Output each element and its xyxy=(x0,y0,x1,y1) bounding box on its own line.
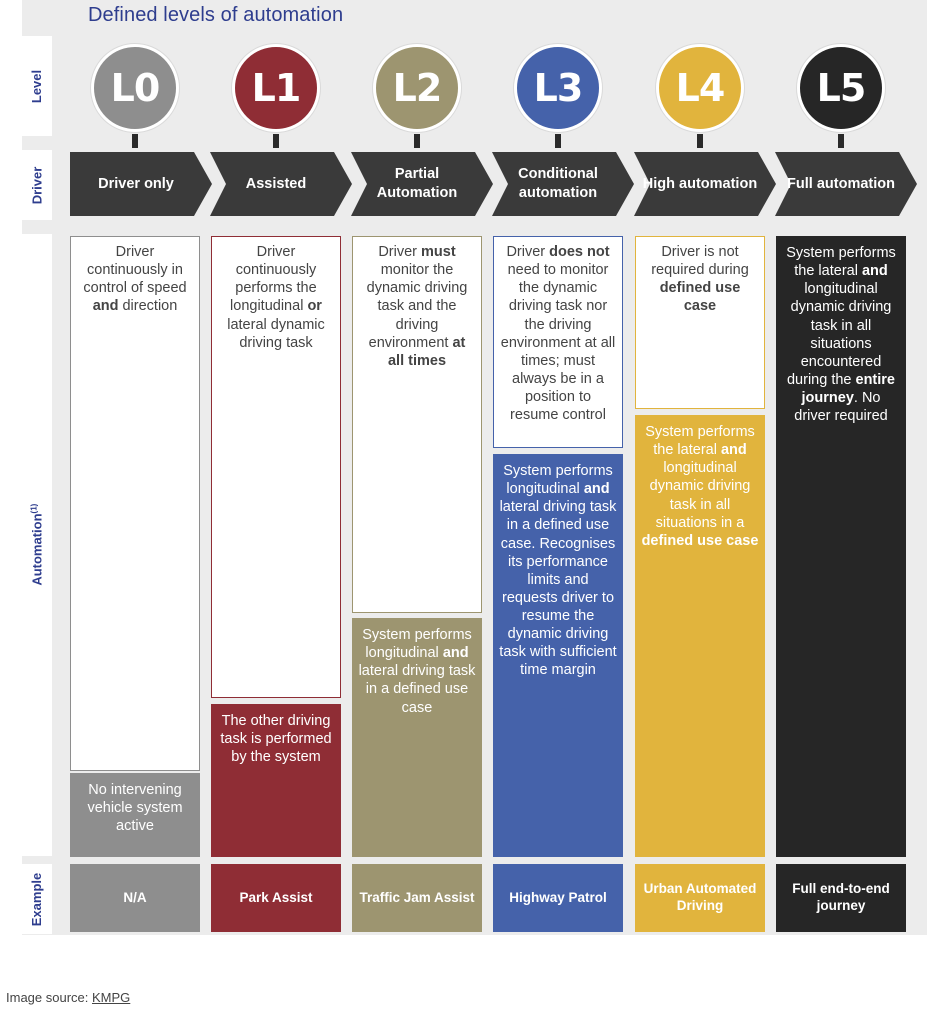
system-responsibility-text: System performs longitudinal and lateral driving task in a defined use case xyxy=(358,627,476,716)
system-responsibility-text: System performs the lateral and longitudinal dynamic driving task in all situations in a defined use case xyxy=(641,424,759,549)
level-connector-l3 xyxy=(555,134,561,148)
level-connector-l2 xyxy=(414,134,420,148)
driver-responsibility-l0 xyxy=(70,236,200,771)
system-responsibility-text: No intervening vehicle system active xyxy=(87,782,183,835)
system-responsibility-l3 xyxy=(493,454,623,857)
row-label-automation xyxy=(22,234,52,856)
image-source-caption xyxy=(6,990,130,1005)
row-label-level-text: Level xyxy=(29,69,45,103)
system-responsibility-emphasis: and xyxy=(583,481,610,498)
system-responsibility-emphasis: and xyxy=(442,645,469,662)
driver-role-chevron-l3 xyxy=(492,152,634,216)
driver-responsibility-emphasis: or xyxy=(307,298,322,315)
driver-responsibility-l3 xyxy=(493,236,623,448)
system-responsibility-emphasis: and xyxy=(861,263,888,280)
driver-responsibility-l2 xyxy=(352,236,482,613)
row-label-example xyxy=(22,864,52,934)
level-badge-l3: L3 xyxy=(514,44,602,132)
level-badge-l0: L0 xyxy=(91,44,179,132)
driver-responsibility-emphasis: and xyxy=(92,298,119,315)
system-responsibility-emphasis: and xyxy=(720,442,747,459)
driver-responsibility-l4 xyxy=(635,236,765,409)
driver-responsibility-text: Driver must monitor the dynamic driving task and the driving environment at all times xyxy=(366,244,468,369)
row-label-driver-text: Driver xyxy=(29,166,45,204)
driver-responsibility-emphasis: defined use case xyxy=(659,280,741,315)
level-badge-l1: L1 xyxy=(232,44,320,132)
driver-role-label: Assisted xyxy=(245,175,307,192)
driver-role-chevron-l5 xyxy=(775,152,917,216)
driver-role-label: High automation xyxy=(642,175,758,192)
driver-role-chevron-l2 xyxy=(351,152,493,216)
level-connector-l5 xyxy=(838,134,844,148)
driver-role-label: Conditional automation xyxy=(518,166,598,201)
level-connector-l0 xyxy=(132,134,138,148)
row-label-automation-text xyxy=(29,504,44,586)
row-label-driver xyxy=(22,150,52,220)
driver-role-label: Full automation xyxy=(787,175,895,192)
level-badge-l2: L2 xyxy=(373,44,461,132)
system-responsibility-text: The other driving task is performed by the system xyxy=(220,713,332,766)
system-responsibility-l5 xyxy=(776,236,906,857)
driver-role-chevron-l0 xyxy=(70,152,212,216)
level-connector-l4 xyxy=(697,134,703,148)
driver-responsibility-emphasis: at all times xyxy=(387,334,466,369)
example-l1: Park Assist xyxy=(211,864,341,932)
driver-role-chevron-l1 xyxy=(210,152,352,216)
driver-responsibility-text: Driver continuously in control of speed and direction xyxy=(83,244,187,315)
source-prefix: Image source: xyxy=(6,990,92,1005)
example-l5: Full end-to-end journey xyxy=(776,864,906,932)
driver-role-chevron-l4 xyxy=(634,152,776,216)
system-responsibility-l1 xyxy=(211,704,341,857)
example-l3: Highway Patrol xyxy=(493,864,623,932)
level-badge-l4: L4 xyxy=(656,44,744,132)
system-responsibility-text: System performs the lateral and longitudinal dynamic driving task in all situations encountered during the entire journey. No driver required xyxy=(786,245,896,425)
system-responsibility-l4 xyxy=(635,415,765,857)
driver-responsibility-text: Driver is not required during defined use case xyxy=(651,244,749,315)
system-responsibility-emphasis: entire journey xyxy=(801,371,896,406)
system-responsibility-l0 xyxy=(70,773,200,857)
source-link[interactable]: KMPG xyxy=(92,990,131,1005)
driver-role-label: Partial Automation xyxy=(376,166,458,201)
driver-role-label: Driver only xyxy=(98,175,174,192)
level-connector-l1 xyxy=(273,134,279,148)
level-badge-l5: L5 xyxy=(797,44,885,132)
example-l0: N/A xyxy=(70,864,200,932)
system-responsibility-emphasis: defined use case xyxy=(641,532,759,549)
driver-responsibility-text: Driver continuously performs the longitudinal or lateral dynamic driving task xyxy=(227,244,325,351)
driver-responsibility-l1 xyxy=(211,236,341,698)
automation-word: Automation xyxy=(29,513,45,586)
diagram-title: Defined levels of automation xyxy=(88,4,344,26)
driver-responsibility-text: Driver does not need to monitor the dynamic driving task nor the driving environment at all times; must always be in a position to resume control xyxy=(500,244,616,424)
row-label-level xyxy=(22,36,52,136)
system-responsibility-text: System performs longitudinal and lateral driving task in a defined use case. Recognises its performance limits and requests driver to resume the dynamic driving task with sufficient time margin xyxy=(499,463,617,679)
footnote-marker: (1) xyxy=(29,503,39,514)
system-responsibility-l2 xyxy=(352,618,482,857)
example-l4: Urban Automated Driving xyxy=(635,864,765,932)
row-label-example-text: Example xyxy=(29,872,45,926)
driver-responsibility-emphasis: must xyxy=(421,244,456,260)
driver-responsibility-emphasis: does not xyxy=(549,244,610,260)
example-l2: Traffic Jam Assist xyxy=(352,864,482,932)
